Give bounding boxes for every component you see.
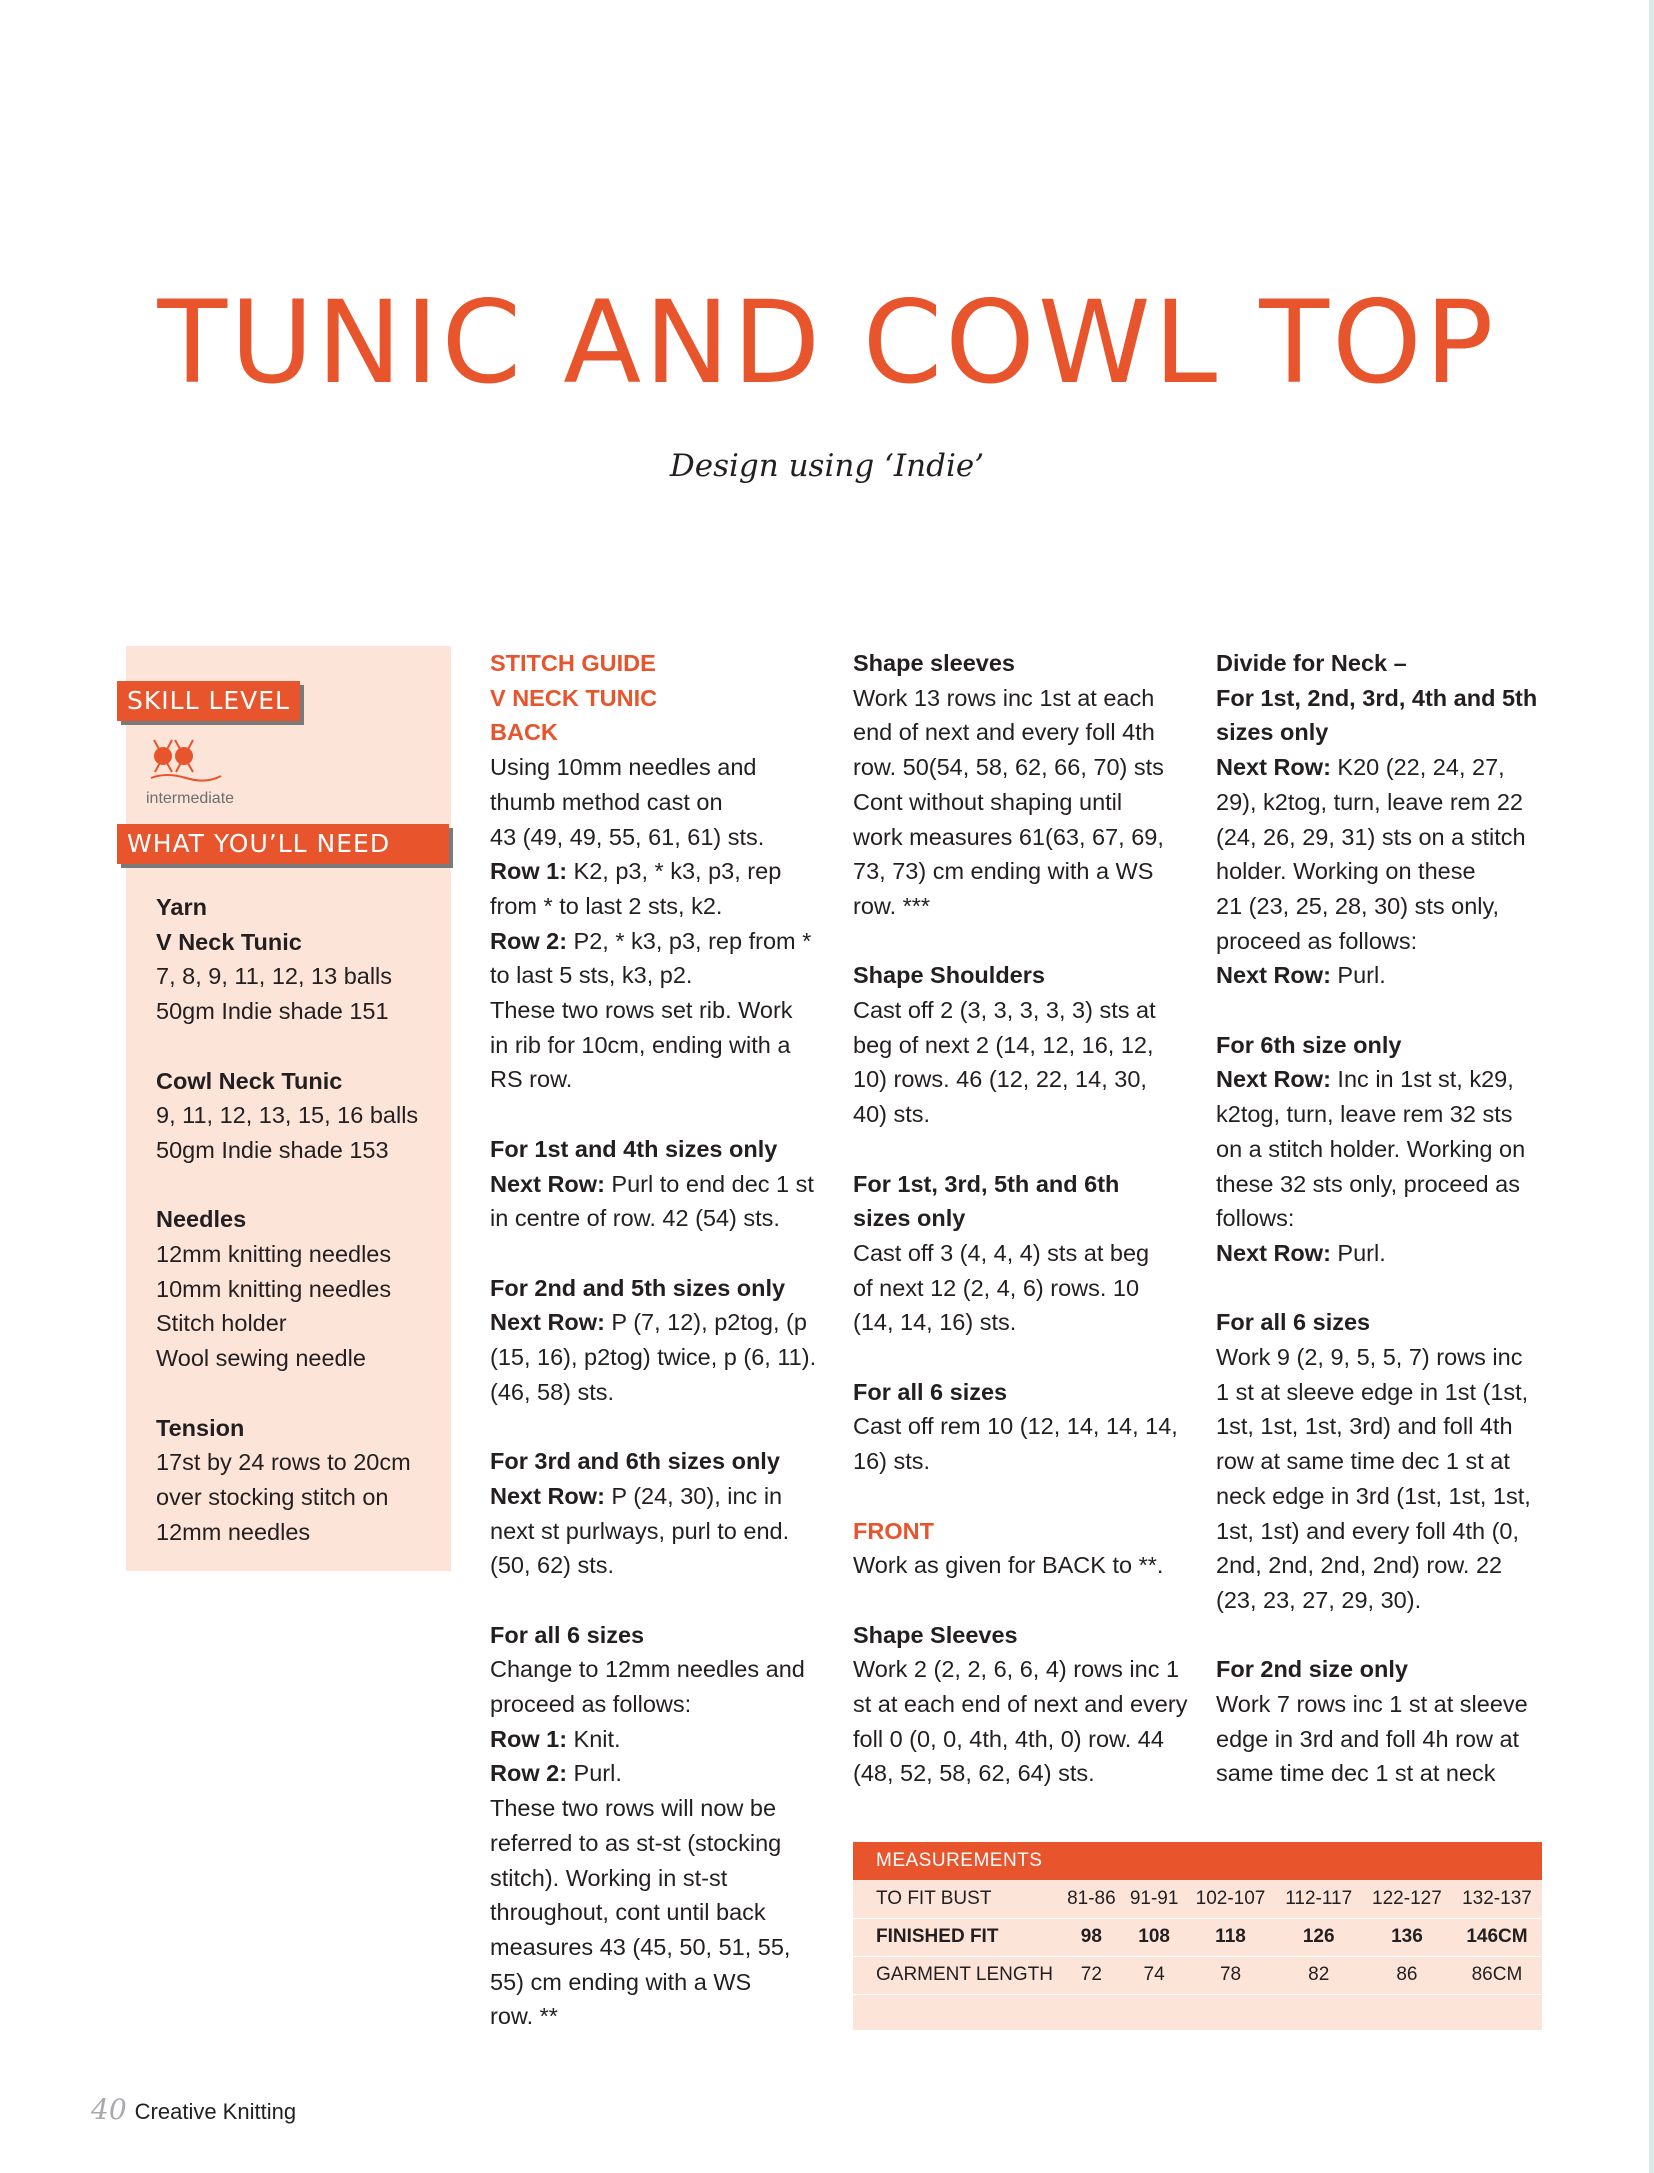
- body-text: row. **: [490, 2003, 558, 2030]
- what-you-need-label: WHAT YOU’LL NEED: [117, 824, 449, 864]
- body-text: end of next and every foll 4th: [853, 719, 1155, 746]
- body-text: throughout, cont until back: [490, 1899, 766, 1926]
- body-text: Work 9 (2, 9, 5, 5, 7) rows inc: [1216, 1344, 1523, 1371]
- body-text: row at same time dec 1 st at: [1216, 1448, 1510, 1475]
- row-instruction: [1216, 1062, 1561, 1097]
- body-text: referred to as st-st (stocking: [490, 1829, 782, 1856]
- row-instruction: [490, 1305, 835, 1340]
- section-heading: Shape Shoulders: [853, 962, 1045, 989]
- row-label: Row 1:: [490, 858, 568, 885]
- table-cell: 118: [1186, 1918, 1276, 1956]
- body-text: stitch). Working in st-st: [490, 1864, 728, 1891]
- body-text: same time dec 1 st at neck: [1216, 1760, 1496, 1787]
- body-text: in centre of row. 42 (54) sts.: [490, 1205, 780, 1232]
- body-text: these 32 sts only, proceed as: [1216, 1170, 1520, 1197]
- body-text: beg of next 2 (14, 12, 16, 12,: [853, 1031, 1154, 1058]
- body-text: (14, 14, 16) sts.: [853, 1309, 1017, 1336]
- body-text: neck edge in 3rd (1st, 1st, 1st,: [1216, 1482, 1531, 1509]
- body-text: foll 0 (0, 0, 4th, 4th, 0) row. 44: [853, 1725, 1164, 1752]
- section-heading: Shape sleeves: [853, 650, 1015, 676]
- cowl-neck-heading: Cowl Neck Tunic: [156, 1067, 343, 1094]
- table-cell: 86: [1362, 1956, 1452, 1994]
- table-row: [853, 1880, 1542, 1918]
- body-text: 43 (49, 49, 55, 61, 61) sts.: [490, 823, 765, 850]
- table-cell: 82: [1276, 1956, 1362, 1994]
- body-text: 29), k2tog, turn, leave rem 22: [1216, 788, 1523, 815]
- body-text: (48, 52, 58, 62, 64) sts.: [853, 1760, 1095, 1787]
- body-text: of next 12 (2, 4, 6) rows. 10: [853, 1274, 1140, 1301]
- row-instruction: [1216, 958, 1561, 993]
- body-text: next st purlways, purl to end.: [490, 1517, 790, 1544]
- body-text: Cast off 2 (3, 3, 3, 3, 3) sts at: [853, 997, 1156, 1024]
- body-text: Work 13 rows inc 1st at each: [853, 684, 1155, 711]
- body-text: 55) cm ending with a WS: [490, 1968, 752, 1995]
- needles-heading: Needles: [156, 1206, 247, 1233]
- section-heading: Divide for Neck –: [1216, 650, 1407, 676]
- section-heading: For 2nd and 5th sizes only: [490, 1274, 786, 1301]
- row-instruction: [490, 924, 835, 959]
- body-text: 1st, 1st, 1st, 3rd) and foll 4th: [1216, 1413, 1513, 1440]
- body-text: 21 (23, 25, 28, 30) sts only,: [1216, 892, 1500, 919]
- table-row: [853, 1918, 1542, 1956]
- body-text: Work as given for BACK to **.: [853, 1552, 1164, 1579]
- section-heading: For 1st and 4th sizes only: [490, 1135, 778, 1162]
- body-text: Work 2 (2, 2, 6, 6, 4) rows inc 1: [853, 1656, 1180, 1683]
- page-footer: [91, 2093, 296, 2126]
- body-text: edge in 3rd and foll 4h row at: [1216, 1725, 1520, 1752]
- row-label: Next Row:: [490, 1482, 605, 1509]
- section-heading: For 1st, 3rd, 5th and 6th: [853, 1170, 1120, 1197]
- table-row: [853, 1956, 1542, 1994]
- section-heading: Shape Sleeves: [853, 1621, 1018, 1648]
- page-subtitle: Design using ‘Indie’: [669, 448, 985, 484]
- cowl-neck-line: 50gm Indie shade 153: [156, 1136, 389, 1163]
- table-cell: 112-117: [1276, 1880, 1362, 1918]
- row-label: Next Row:: [1216, 1066, 1331, 1093]
- section-heading: For all 6 sizes: [853, 1378, 1008, 1405]
- front-heading: FRONT: [853, 1517, 934, 1544]
- row-instruction: [490, 1479, 835, 1514]
- row-instruction: [490, 1167, 835, 1202]
- row-instruction: [1216, 750, 1561, 785]
- body-text: Cast off 3 (4, 4, 4) sts at beg: [853, 1239, 1150, 1266]
- cowl-neck-line: 9, 11, 12, 13, 15, 16 balls: [156, 1102, 419, 1129]
- body-text: Knit.: [567, 1725, 621, 1752]
- section-heading: sizes only: [1216, 719, 1329, 746]
- table-cell: 98: [1060, 1918, 1123, 1956]
- table-cell: 78: [1186, 1956, 1276, 1994]
- v-neck-heading: V Neck Tunic: [156, 928, 302, 955]
- table-cell: 146CM: [1452, 1918, 1542, 1956]
- row-instruction: [490, 1722, 835, 1757]
- body-text: These two rows will now be: [490, 1795, 777, 1822]
- row-instruction: [490, 1756, 835, 1791]
- table-cell: 91-91: [1123, 1880, 1186, 1918]
- table-cell: 122-127: [1362, 1880, 1452, 1918]
- body-text: on a stitch holder. Working on: [1216, 1135, 1526, 1162]
- body-text: proceed as follows:: [490, 1691, 692, 1718]
- body-text: P (7, 12), p2tog, (p: [604, 1309, 807, 1336]
- row-label: Next Row:: [490, 1309, 605, 1336]
- body-text: holder. Working on these: [1216, 858, 1476, 885]
- body-text: measures 43 (45, 50, 51, 55,: [490, 1933, 791, 1960]
- stitch-guide-heading: STITCH GUIDE: [490, 650, 656, 676]
- table-cell: 81-86: [1060, 1880, 1123, 1918]
- row-label: TO FIT BUST: [853, 1880, 1060, 1918]
- body-text: in rib for 10cm, ending with a: [490, 1031, 791, 1058]
- table-cell: 102-107: [1186, 1880, 1276, 1918]
- body-text: Purl.: [1330, 1239, 1386, 1266]
- needles-line: 10mm knitting needles: [156, 1275, 392, 1302]
- pattern-column-2: [853, 646, 1198, 1791]
- row-label: Next Row:: [490, 1170, 605, 1197]
- body-text: Using 10mm needles and: [490, 754, 757, 781]
- materials-list: [156, 890, 446, 1549]
- body-text: Work 7 rows inc 1 st at sleeve: [1216, 1691, 1528, 1718]
- row-label: Row 1:: [490, 1725, 568, 1752]
- body-text: from * to last 2 sts, k2.: [490, 892, 723, 919]
- tension-line: over stocking stitch on: [156, 1483, 389, 1510]
- yarn-heading: Yarn: [156, 894, 207, 920]
- body-text: thumb method cast on: [490, 788, 723, 815]
- body-text: These two rows set rib. Work: [490, 997, 793, 1024]
- publication-name: Creative Knitting: [134, 2099, 297, 2124]
- body-text: 2nd, 2nd, 2nd, 2nd) row. 22: [1216, 1552, 1503, 1579]
- body-text: (23, 23, 27, 29, 30).: [1216, 1586, 1422, 1613]
- body-text: 73, 73) cm ending with a WS: [853, 858, 1154, 885]
- body-text: row. ***: [853, 892, 931, 919]
- table-cell: 132-137: [1452, 1880, 1542, 1918]
- body-text: row. 50(54, 58, 62, 66, 70) sts: [853, 754, 1164, 781]
- needles-line: 12mm knitting needles: [156, 1241, 392, 1267]
- section-heading: For 6th size only: [1216, 1031, 1402, 1058]
- skill-level-label: SKILL LEVEL: [117, 681, 300, 721]
- row-label: Row 2:: [490, 927, 568, 954]
- row-label: FINISHED FIT: [853, 1918, 1060, 1956]
- needles-line: Wool sewing needle: [156, 1345, 366, 1372]
- body-text: P (24, 30), inc in: [604, 1482, 783, 1509]
- body-text: (24, 26, 29, 31) sts on a stitch: [1216, 823, 1526, 850]
- section-heading: For 3rd and 6th sizes only: [490, 1448, 780, 1475]
- table-cell: 136: [1362, 1918, 1452, 1956]
- table-cell: 74: [1123, 1956, 1186, 1994]
- back-heading: BACK: [490, 719, 558, 746]
- v-neck-line: 7, 8, 9, 11, 12, 13 balls: [156, 963, 393, 990]
- body-text: Purl.: [567, 1760, 622, 1787]
- body-text: 40) sts.: [853, 1101, 931, 1128]
- measurements-heading: MEASUREMENTS: [853, 1842, 1542, 1880]
- table-cell: 72: [1060, 1956, 1123, 1994]
- body-text: 1 st at sleeve edge in 1st (1st,: [1216, 1378, 1529, 1405]
- body-text: K2, p3, * k3, p3, rep: [567, 858, 782, 885]
- section-heading: sizes only: [853, 1205, 966, 1232]
- body-text: K20 (22, 24, 27,: [1330, 754, 1505, 781]
- section-heading: For 1st, 2nd, 3rd, 4th and 5th: [1216, 684, 1538, 711]
- row-label: GARMENT LENGTH: [853, 1956, 1060, 1994]
- body-text: Purl.: [1330, 962, 1386, 989]
- body-text: proceed as follows:: [1216, 927, 1418, 954]
- row-label: Row 2:: [490, 1760, 568, 1787]
- tension-line: 12mm needles: [156, 1518, 311, 1545]
- page-number: 40: [91, 2093, 127, 2126]
- row-label: Next Row:: [1216, 754, 1331, 781]
- body-text: Purl to end dec 1 st: [604, 1170, 814, 1197]
- section-heading: For 2nd size only: [1216, 1656, 1408, 1683]
- measurements-panel: [853, 1842, 1542, 2030]
- body-text: (46, 58) sts.: [490, 1378, 615, 1405]
- v-neck-tunic-heading: V NECK TUNIC: [490, 684, 658, 711]
- body-text: Cast off rem 10 (12, 14, 14, 14,: [853, 1413, 1178, 1440]
- page-title: TUNIC AND COWL TOP: [157, 276, 1497, 409]
- section-heading: For all 6 sizes: [1216, 1309, 1371, 1336]
- body-text: (15, 16), p2tog) twice, p (6, 11).: [490, 1344, 817, 1371]
- body-text: Change to 12mm needles and: [490, 1656, 805, 1683]
- body-text: k2tog, turn, leave rem 32 sts: [1216, 1101, 1513, 1128]
- skill-level-text: intermediate: [146, 790, 235, 807]
- body-text: (50, 62) sts.: [490, 1552, 615, 1579]
- measurements-table: [853, 1880, 1542, 1995]
- tension-heading: Tension: [156, 1414, 245, 1441]
- body-text: st at each end of next and every: [853, 1691, 1188, 1718]
- row-label: Next Row:: [1216, 962, 1331, 989]
- body-text: 16) sts.: [853, 1448, 931, 1475]
- row-instruction: [1216, 1236, 1561, 1271]
- table-cell: 86CM: [1452, 1956, 1542, 1994]
- body-text: Cont without shaping until: [853, 788, 1123, 815]
- table-cell: 108: [1123, 1918, 1186, 1956]
- row-instruction: [490, 854, 835, 889]
- body-text: Inc in 1st st, k29,: [1330, 1066, 1514, 1093]
- body-text: 1st, 1st) and every foll 4th (0,: [1216, 1517, 1520, 1544]
- body-text: work measures 61(63, 67, 69,: [853, 823, 1164, 850]
- body-text: P2, * k3, p3, rep from *: [567, 927, 812, 954]
- body-text: 10) rows. 46 (12, 22, 14, 30,: [853, 1066, 1147, 1093]
- needles-line: Stitch holder: [156, 1310, 287, 1337]
- tension-line: 17st by 24 rows to 20cm: [156, 1449, 411, 1476]
- row-label: Next Row:: [1216, 1239, 1331, 1266]
- v-neck-line: 50gm Indie shade 151: [156, 998, 389, 1025]
- knitting-needles-icon: [146, 738, 226, 792]
- body-text: RS row.: [490, 1066, 573, 1093]
- body-text: follows:: [1216, 1205, 1295, 1232]
- body-text: to last 5 sts, k3, p2.: [490, 962, 693, 989]
- pattern-column-3: [1216, 646, 1561, 1791]
- table-cell: 126: [1276, 1918, 1362, 1956]
- section-heading: For all 6 sizes: [490, 1621, 645, 1648]
- pattern-column-1: [490, 646, 835, 2034]
